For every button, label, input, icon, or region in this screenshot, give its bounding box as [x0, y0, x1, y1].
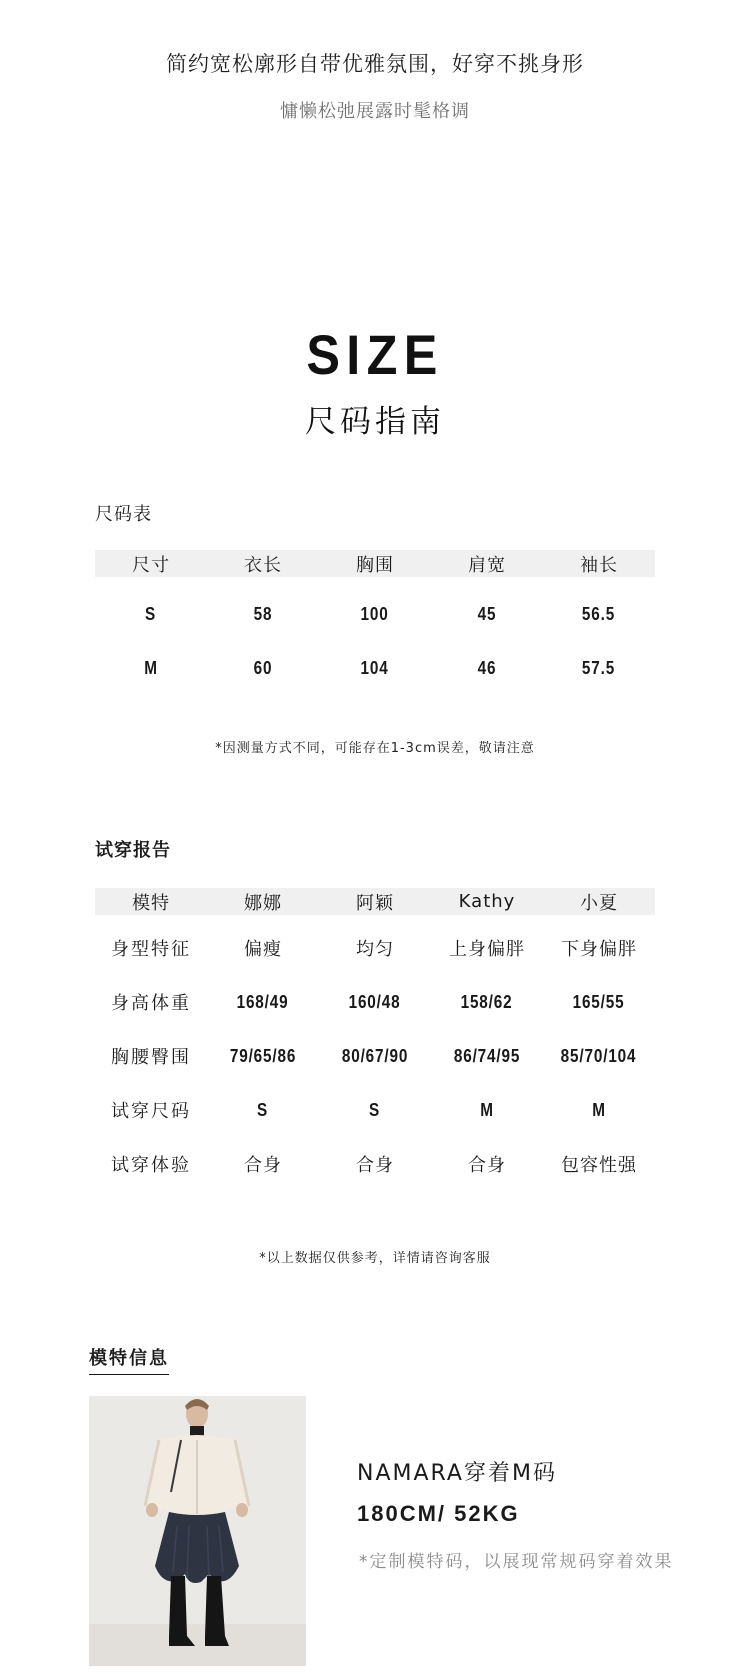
size-table-row: [95, 587, 655, 641]
size-table-header-cell: 衣长: [244, 554, 282, 576]
fit-report-cell: 80/67/90: [341, 1045, 409, 1066]
fit-report-row: [95, 1137, 655, 1191]
size-table-cell: 104: [360, 657, 390, 678]
fit-report-cell: S: [257, 1099, 269, 1120]
size-table-cell: 100: [360, 603, 390, 624]
fit-report-header-cell: 模特: [132, 892, 170, 914]
fit-report-row: [95, 921, 655, 975]
fit-report-cell: 上身偏胖: [449, 939, 525, 960]
size-table-cell: 56.5: [582, 603, 616, 624]
fit-report-cell: M: [592, 1099, 606, 1120]
fit-report-cell: 158/62: [461, 991, 513, 1012]
fit-report-row-label: 身高体重: [111, 993, 191, 1014]
size-table: [95, 550, 655, 695]
fit-report-row-label: 身型特征: [111, 939, 191, 960]
fit-report-cell: 均匀: [356, 939, 394, 960]
fit-report-label: 试穿报告: [95, 840, 171, 861]
intro-headline: 简约宽松廓形自带优雅氛围，好穿不挑身形: [166, 52, 584, 76]
size-table-header-cell: 袖长: [580, 554, 618, 576]
model-info-label: 模特信息: [89, 1344, 169, 1375]
size-table-cell: 45: [477, 603, 497, 624]
size-table-header-row: [95, 550, 655, 577]
fit-report-cell: 合身: [244, 1155, 282, 1176]
fit-report-header-cell: Kathy: [458, 891, 516, 912]
size-table-cell: S: [145, 603, 157, 624]
fit-report-header-cell: 娜娜: [244, 892, 282, 914]
fit-report-row: [95, 1083, 655, 1137]
model-photo: [89, 1396, 306, 1666]
fit-report-row: [95, 1029, 655, 1083]
size-table-label: 尺码表: [95, 504, 152, 525]
size-table-header-cell: 胸围: [356, 554, 394, 576]
size-table-note: *因测量方式不同，可能存在1-3cm误差，敬请注意: [215, 741, 535, 756]
fit-report-cell: 合身: [468, 1155, 506, 1176]
fit-report-row: [95, 975, 655, 1029]
size-table-cell: 58: [253, 603, 273, 624]
fit-report-note: *以上数据仅供参考，详情请咨询客服: [259, 1251, 491, 1266]
size-table-header-cell: 尺寸: [132, 554, 170, 576]
fit-report-cell: M: [480, 1099, 494, 1120]
fit-report-cell: 下身偏胖: [561, 939, 637, 960]
fit-report-cell: 86/74/95: [453, 1045, 521, 1066]
size-subheading: 尺码指南: [305, 404, 445, 440]
size-table-cell: M: [144, 657, 158, 678]
fit-report-header-row: [95, 888, 655, 915]
size-table-cell: 60: [253, 657, 273, 678]
fit-report-table: [95, 888, 655, 1191]
fit-report-row-label: 胸腰臀围: [111, 1047, 191, 1068]
fit-report-row-label: 试穿体验: [111, 1155, 191, 1176]
model-illustration: [89, 1396, 306, 1666]
model-measurements: 180CM/ 52KG: [357, 1501, 520, 1526]
fit-report-header-cell: 小夏: [580, 892, 618, 914]
fit-report-cell: 165/55: [573, 991, 625, 1012]
fit-report-cell: 168/49: [237, 991, 289, 1012]
size-table-header-cell: 肩宽: [468, 554, 506, 576]
fit-report-cell: 偏瘦: [244, 939, 282, 960]
fit-report-cell: 包容性强: [561, 1155, 637, 1176]
fit-report-cell: S: [369, 1099, 381, 1120]
fit-report-cell: 合身: [356, 1155, 394, 1176]
size-table-row: [95, 641, 655, 695]
size-table-cell: 46: [477, 657, 497, 678]
model-info-note: *定制模特码，以展现常规码穿着效果: [359, 1552, 674, 1572]
fit-report-cell: 79/65/86: [229, 1045, 297, 1066]
size-heading: SIZE: [306, 323, 444, 386]
fit-report-cell: 160/48: [349, 991, 401, 1012]
size-table-cell: 57.5: [582, 657, 616, 678]
intro-subline: 慵懒松弛展露时髦格调: [280, 101, 470, 122]
fit-report-row-label: 试穿尺码: [111, 1101, 191, 1122]
fit-report-cell: 85/70/104: [561, 1045, 637, 1066]
fit-report-header-cell: 阿颖: [356, 892, 394, 914]
model-wear-size: NAMARA穿着M码: [357, 1461, 557, 1486]
